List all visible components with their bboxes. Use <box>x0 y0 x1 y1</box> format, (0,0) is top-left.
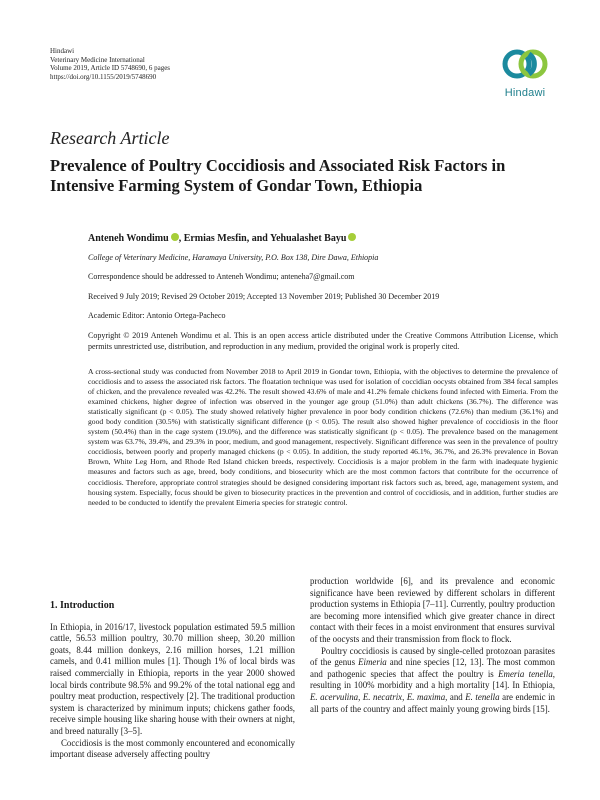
correspondence: Correspondence should be addressed to Anteneh Wondimu; anteneha7@gmail.com <box>88 272 355 281</box>
affiliation: College of Veterinary Medicine, Haramaya University, P.O. Box 138, Dire Dawa, Ethiopia <box>88 253 379 262</box>
doi-link[interactable]: https://doi.org/10.1155/2019/5748690 <box>50 72 157 81</box>
logo-wordmark: Hindawi <box>504 87 546 99</box>
journal-meta <box>50 47 170 81</box>
article-type: Research Article <box>50 128 170 148</box>
abstract: A cross-sectional study was conducted from November 2018 to April 2019 in Gondar town, Ethiopia, with the objectives to determine the prevalence of coccidiosis and to assess the associated risk factors. The floatation technique was used for isolation of coccidian oocysts obtained from 384 fecal samples of chicken, and the prevalence revealed was 42.2%. The result showed 43.6% of male and 41.2% female chickens found infected with Eimeria. From the examined chickens, higher degree of infection was observed in the younger age group (51.0%) than adult chickens (36.7%). The difference was statistically significant (p < 0.05). The study showed relatively higher prevalence in poor body condition chickens (72.6%) than medium (36.1%) and good body condition (30.5%) with statistically significant difference (p < 0.05). The result also showed higher prevalence of coccidiosis in the floor system (50.4%) than in the cage system (19.0%), and the difference was statistically significant (p < 0.05). The prevalence based on the management system was 63.7%, 39.4%, and 29.3% in poor, medium, and good management, respectively. Significant difference was seen in the prevalence of poultry coccidiosis, between poorly and properly managed chickens (p < 0.05). In addition, the study reported 46.1%, 36.7%, and 26.3% prevalence in Bovan Brown, White Leg Horn, and Rhode Red Island chicken breeds, respectively. Coccidiosis is a major problem in the farm with inadequate hygienic measures and factors such as age, breed, body conditions, and biosecurity which are the most common factors that contribute for the occurrence of coccidiosis. Therefore, appropriate control strategies should be designed considering important risk factors such as, breed, age, management system, and housing system. Especially, focus should be given to biosecurity practices in the prevention and control of coccidiosis, and in addition, further studies are needed to be conducted to identify the prevalent Eimeria species for strategic control. <box>88 367 558 507</box>
co-authors: , Ermias Mesfin, and Yehualashet Bayu <box>178 233 347 244</box>
hindawi-logo <box>498 44 552 104</box>
hindawi-logo-icon <box>500 44 550 84</box>
orcid-icon[interactable] <box>171 233 179 241</box>
paragraph: Poultry coccidiosis is caused by single-celled protozoan parasites of the genus Eimeria and nine species [12, 13]. The most common and pathogenic species that affect the poultry is Emeria tenella, resulting in 100% morbidity and a high mortality [14]. In Ethiopia, E. acervulina, E. necatrix, E. maxima, and E. tenella are endemic in all parts of the country and affect mainly young growing birds [15]. <box>310 645 555 714</box>
section-heading: 1. Introduction <box>50 600 115 611</box>
journal-name: Veterinary Medicine International <box>50 55 145 64</box>
body-column-right <box>310 576 555 715</box>
body-column-left <box>50 600 295 761</box>
paragraph: In Ethiopia, in 2016/17, livestock population estimated 59.5 million cattle, 56.53 million poultry, 30.70 million sheep, 30.20 million goats, 8.44 million donkeys, 2.16 million horses, 1.21 million camels, and 0.41 million mules [1]. Though 1% of local birds was raised commercially in Ethiopia, reports in the year 2000 showed local birds contribute 98.5% and 99.2% of the total national egg and poultry meat production, respectively [2]. The traditional production system is characterized by minimum inputs; chickens gather foods, receive simple housing like sharing house with their owners at night, and breed naturally [3–5]. <box>50 621 295 736</box>
author-name: Anteneh Wondimu <box>88 233 169 244</box>
author-list <box>88 233 356 244</box>
publication-dates: Received 9 July 2019; Revised 29 October 2019; Accepted 13 November 2019; Published 30 December 2019 <box>88 292 440 301</box>
volume-line: Volume 2019, Article ID 5748690, 6 pages <box>50 64 171 73</box>
orcid-icon[interactable] <box>348 233 356 241</box>
paragraph: Coccidiosis is the most commonly encountered and economically important disease adversely affecting poultry <box>50 737 295 760</box>
academic-editor: Academic Editor: Antonio Ortega-Pacheco <box>88 311 226 320</box>
license-text: Copyright © 2019 Anteneh Wondimu et al. This is an open access article distributed under the Creative Commons Attribution License, which permits unrestricted use, distribution, and reproduction in any medium, provided the original work is properly cited. <box>88 331 558 351</box>
publisher-name: Hindawi <box>50 47 75 55</box>
paragraph: production worldwide [6], and its prevalence and economic significance have been reviewed by different scholars in different production systems in Ethiopia [7–11]. Currently, poultry production are becoming more intensified which give greater chance in direct contact with their feces in a moist environment that ensures survival of the oocysts and their transmission from flock to flock. <box>310 576 555 644</box>
article-title: Prevalence of Poultry Coccidiosis and Associated Risk Factors in Intensive Farming System of Gondar Town, Ethiopia <box>50 156 506 195</box>
